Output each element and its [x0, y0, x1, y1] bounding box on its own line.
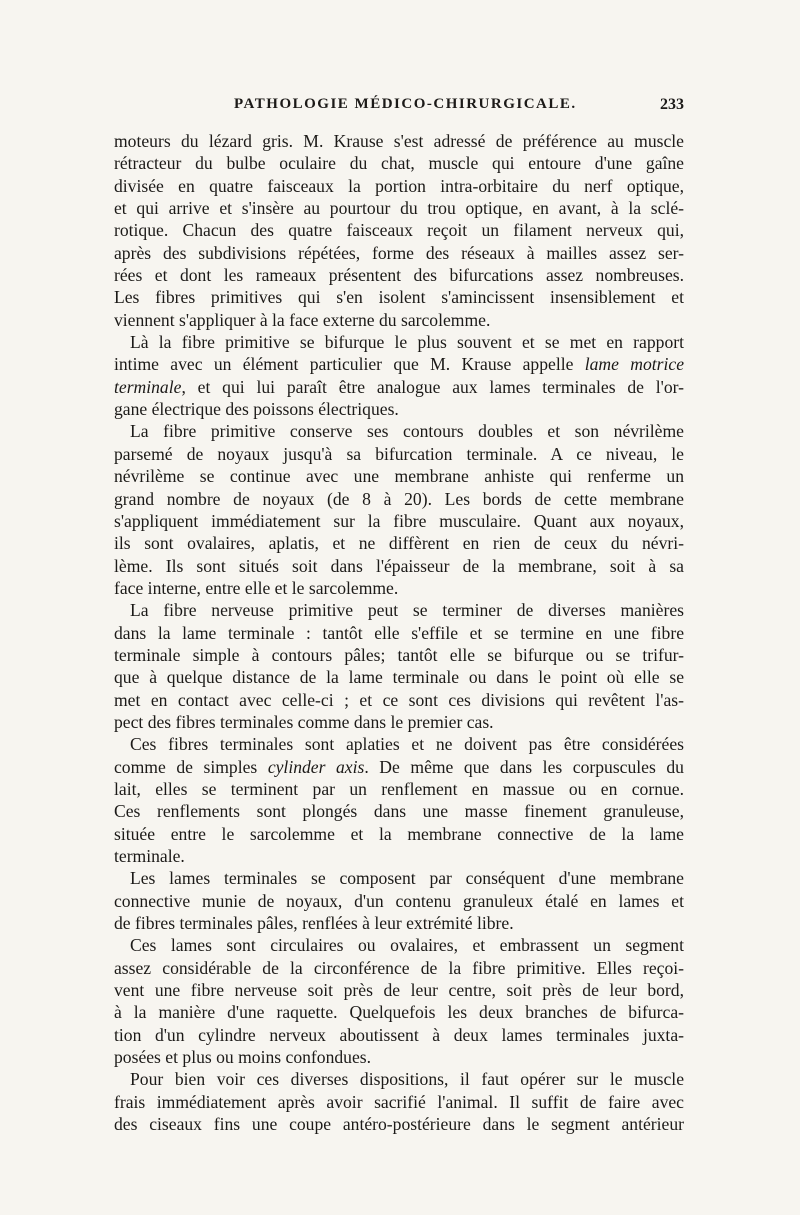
text-line: comme de simples cylinder axis. De même que dans les corpuscules du	[114, 756, 684, 777]
text-line: rétracteur du bulbe oculaire du chat, muscle qui entoure d'une gaîne	[114, 153, 684, 174]
text-line: située entre le sarcolemme et la membrane connective de la lame	[114, 823, 684, 844]
book-page	[114, 96, 684, 1135]
text-line: assez considérable de la circonférence de la fibre primitive. Elles reçoi-	[114, 957, 684, 978]
text-line: rées et dont les rameaux présentent des bifurcations assez nombreuses.	[114, 265, 684, 286]
text-line: après des subdivisions répétées, forme des réseaux à mailles assez ser-	[114, 242, 684, 263]
text-line: viennent s'appliquer à la face externe du sarcolemme.	[114, 309, 491, 330]
text-line: gane électrique des poissons électriques.	[114, 399, 399, 420]
text-line: terminale, et qui lui paraît être analogue aux lames terminales de l'or-	[114, 376, 684, 397]
text-line: et qui arrive et s'insère au pourtour du trou optique, en avant, à la sclé-	[114, 198, 684, 219]
text-line: moteurs du lézard gris. M. Krause s'est adressé de préférence au muscle	[114, 131, 684, 151]
text-line: de fibres terminales pâles, renflées à leur extrémité libre.	[114, 913, 514, 934]
text-line: La fibre primitive conserve ses contours doubles et son névrilème	[130, 421, 684, 442]
running-head	[114, 96, 684, 130]
text-line: terminale simple à contours pâles; tantôt elle se bifurque ou se trifur-	[114, 644, 684, 665]
running-title: PATHOLOGIE MÉDICO-CHIRURGICALE.	[234, 96, 577, 112]
text-line: s'appliquent immédiatement sur la fibre musculaire. Quant aux noyaux,	[114, 510, 684, 531]
text-line: dans la lame terminale : tantôt elle s'effile et se termine en une fibre	[114, 622, 684, 643]
text-line: des ciseaux fins une coupe antéro-postérieure dans le segment antérieur	[114, 1114, 684, 1135]
text-line: Là la fibre primitive se bifurque le plus souvent et se met en rapport	[130, 332, 684, 353]
text-line: pect des fibres terminales comme dans le premier cas.	[114, 711, 494, 732]
text-line: névrilème se continue avec une membrane anhiste qui renferme un	[114, 466, 684, 487]
text-line: La fibre nerveuse primitive peut se terminer de diverses manières	[130, 600, 684, 621]
text-line: divisée en quatre faisceaux la portion intra-orbitaire du nerf optique,	[114, 175, 684, 196]
text-line: met en contact avec celle-ci ; et ce sont ces divisions qui revêtent l'as-	[114, 689, 684, 710]
text-line: terminale.	[114, 846, 185, 866]
text-line: parsemé de noyaux jusqu'à sa bifurcation terminale. A ce niveau, le	[114, 443, 684, 464]
text-line: face interne, entre elle et le sarcolemme.	[114, 577, 399, 598]
text-line: frais immédiatement après avoir sacrifié l'animal. Il suffit de faire avec	[114, 1091, 684, 1112]
text-line: grand nombre de noyaux (de 8 à 20). Les bords de cette membrane	[114, 488, 684, 509]
text-line: posées et plus ou moins confondues.	[114, 1047, 372, 1068]
text-line: Les fibres primitives qui s'en isolent s'amincissent insensiblement et	[114, 287, 684, 308]
text-line: Les lames terminales se composent par conséquent d'une membrane	[130, 868, 684, 889]
text-line: ils sont ovalaires, aplatis, et ne diffèrent en rien de ceux du névri-	[114, 533, 684, 554]
text-line: Pour bien voir ces diverses dispositions, il faut opérer sur le muscle	[130, 1069, 684, 1090]
text-line: Ces renflements sont plongés dans une masse finement granuleuse,	[114, 801, 684, 822]
text-line: à la manière d'une raquette. Quelquefois les deux branches de bifurca-	[114, 1002, 684, 1023]
text-line: que à quelque distance de la lame terminale ou dans le point où elle se	[114, 667, 684, 688]
text-line: connective munie de noyaux, d'un contenu granuleux étalé en lames et	[114, 890, 684, 911]
text-line: rotique. Chacun des quatre faisceaux reçoit un filament nerveux qui,	[114, 220, 684, 241]
text-line: intime avec un élément particulier que M. Krause appelle lame motrice	[114, 354, 684, 375]
text-line: Ces lames sont circulaires ou ovalaires, et embrassent un segment	[130, 935, 684, 956]
text-line: lème. Ils sont situés soit dans l'épaisseur de la membrane, soit à sa	[114, 555, 684, 576]
page-number: 233	[660, 96, 684, 113]
text-line: lait, elles se terminent par un renflement en massue ou en cornue.	[114, 778, 684, 799]
text-line: Ces fibres terminales sont aplaties et ne doivent pas être considérées	[130, 734, 684, 755]
text-line: vent une fibre nerveuse soit près de leur centre, soit près de leur bord,	[114, 980, 684, 1001]
body-text	[114, 130, 684, 1135]
text-line: tion d'un cylindre nerveux aboutissent à deux lames terminales juxta-	[114, 1024, 684, 1045]
